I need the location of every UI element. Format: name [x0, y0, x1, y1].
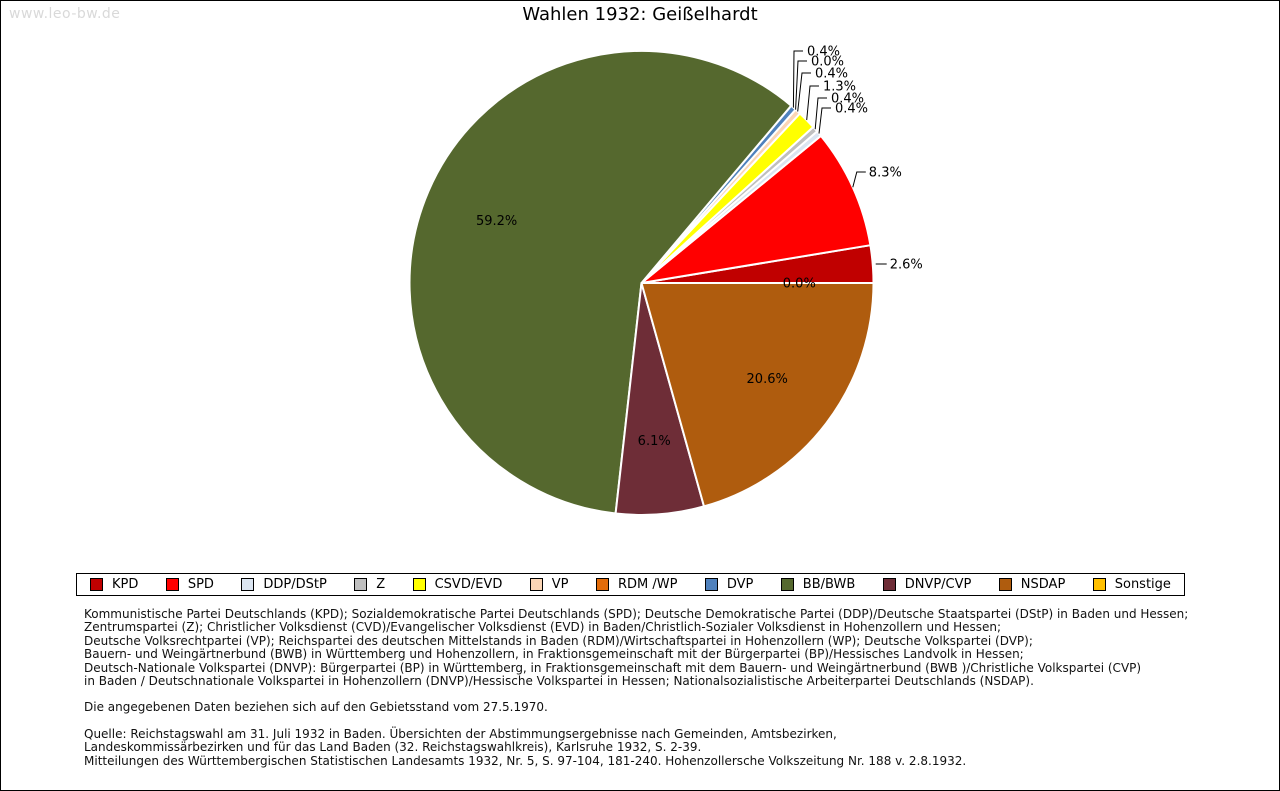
pie-chart [1, 1, 1280, 566]
pie-label-rdm-wp: 0.0% [811, 54, 845, 70]
legend-swatch-dnvp-cvp [883, 578, 896, 591]
territory-note: Die angegebenen Daten beziehen sich auf den Gebietsstand vom 27.5.1970. [84, 700, 548, 715]
leo-bw-watermark: www.leo-bw.de [9, 6, 121, 22]
source-line: Quelle: Reichstagswahl am 31. Juli 1932 in Baden. Übersichten der Abstimmungsergebnisse nach Gemeinden, Amtsbezirken, [84, 726, 837, 741]
legend-item-csvd-evd [413, 577, 503, 592]
legend-label-nsdap: NSDAP [1020, 577, 1066, 592]
legend-swatch-sonstige [1093, 578, 1106, 591]
legend-item-dnvp-cvp [883, 577, 972, 592]
legend-item-kpd [90, 577, 138, 592]
legend-item-dvp [705, 577, 754, 592]
legend-item-z [354, 577, 385, 592]
source-line: Landeskommissärbezirken und für das Land Baden (32. Reichstagswahlkreis), Karlsruhe 1932, S. 2-39. [84, 740, 702, 755]
pie-label-csvd-evd: 1.3% [823, 79, 857, 95]
legend-label-rdm-wp: RDM /WP [617, 577, 678, 592]
pie-leader-rdm-wp [796, 61, 807, 110]
party-key-line: Bauern- und Weingärtnerbund (BWB) in Württemberg und Hohenzollern, in Fraktionsgemeinschaft mit der Bürgerpartei (BP)/Hessisches Landvolk in Hessen; [84, 647, 1024, 662]
legend-item-sonstige [1093, 577, 1171, 592]
pie-label-nsdap: 20.6% [746, 371, 788, 387]
pie-label-kpd: 2.6% [889, 257, 923, 273]
legend-label-csvd-evd: CSVD/EVD [434, 577, 503, 592]
legend-swatch-rdm-wp [596, 578, 609, 591]
legend-label-dnvp-cvp: DNVP/CVP [904, 577, 972, 592]
legend-swatch-vp [530, 578, 543, 591]
pie-label-dnvp-cvp: 6.1% [637, 433, 671, 449]
party-abbreviation-key [84, 608, 1224, 688]
party-key-line: Kommunistische Partei Deutschlands (KPD); Sozialdemokratische Partei Deutschlands (SPD); Deutsche Demokratische Partei (DDP)/Deutsche Staatspartei (DStP) in Baden und Hessen; [84, 607, 1189, 621]
legend-label-z: Z [376, 577, 386, 592]
footer-text [84, 608, 1224, 768]
legend-item-vp [530, 577, 569, 592]
party-key-line: Zentrumspartei (Z); Christlicher Volksdienst (CVD)/Evangelischer Volksdienst (EVD) in Baden/Christlich-Sozialer Volksdienst in Hohenzollern und Hessen; [84, 620, 1002, 635]
pie-label-z: 0.4% [831, 91, 865, 107]
legend-label-kpd: KPD [112, 577, 139, 592]
pie-label-bb-bwb: 59.2% [475, 214, 518, 230]
pie-label-vp: 0.4% [815, 66, 849, 82]
legend-label-dvp: DVP [726, 577, 754, 592]
legend-label-sonstige: Sonstige [1114, 577, 1171, 592]
legend-swatch-z [354, 578, 367, 591]
party-key-line: Deutsch-Nationale Volkspartei (DNVP): Bürgerpartei (BP) in Württemberg, in Fraktionsgemeinschaft mit dem Bauern- und Weingärtnerbund (BWB )/Christliche Volkspartei (CVP) [84, 660, 1142, 675]
pie-leader-ddp-dstp [819, 108, 831, 134]
legend-label-bb-bwb: BB/BWB [802, 577, 856, 592]
legend-item-ddp-dstp [241, 577, 326, 592]
chart-title: Wahlen 1932: Geißelhardt [522, 4, 758, 25]
legend-swatch-spd [166, 578, 179, 591]
legend-swatch-nsdap [999, 578, 1012, 591]
party-key-line: Deutsche Volksrechtpartei (VP); Reichspartei des deutschen Mittelstands in Baden (RDM)/Wirtschaftspartei in Hohenzollern (WP); Deutsche Volkspartei (DVP); [84, 633, 1033, 648]
legend-label-spd: SPD [187, 577, 214, 592]
legend-swatch-kpd [90, 578, 103, 591]
legend-label-ddp-dstp: DDP/DStP [263, 577, 327, 592]
legend-label-vp: VP [551, 577, 569, 592]
pie-label-dvp: 0.4% [807, 44, 841, 60]
chart-legend [76, 573, 1185, 596]
pie-label-sonstige: 0.0% [782, 276, 816, 292]
legend-swatch-bb-bwb [781, 578, 794, 591]
party-key-line: in Baden / Deutschnationale Volkspartei in Hohenzollern (DNVP)/Hessische Volkspartei in Hessen; Nationalsozialistische Arbeiterpartei Deutschlands (NSDAP). [84, 674, 1034, 689]
legend-swatch-ddp-dstp [241, 578, 254, 591]
legend-swatch-csvd-evd [413, 578, 426, 591]
pie-label-spd: 8.3% [868, 165, 902, 181]
source-line: Mitteilungen des Württembergischen Statistischen Landesamts 1932, Nr. 5, S. 97-104, 181-240. Hohenzollersche Volkszeitung Nr. 188 v. 2.8.1932. [84, 753, 967, 768]
legend-item-bb-bwb [781, 577, 855, 592]
legend-item-nsdap [999, 577, 1066, 592]
legend-item-rdm-wp [596, 577, 677, 592]
pie-leader-spd [853, 172, 866, 187]
pie-label-ddp-dstp: 0.4% [835, 101, 869, 117]
legend-swatch-dvp [705, 578, 718, 591]
source-citation [84, 728, 1224, 768]
legend-item-spd [166, 577, 214, 592]
